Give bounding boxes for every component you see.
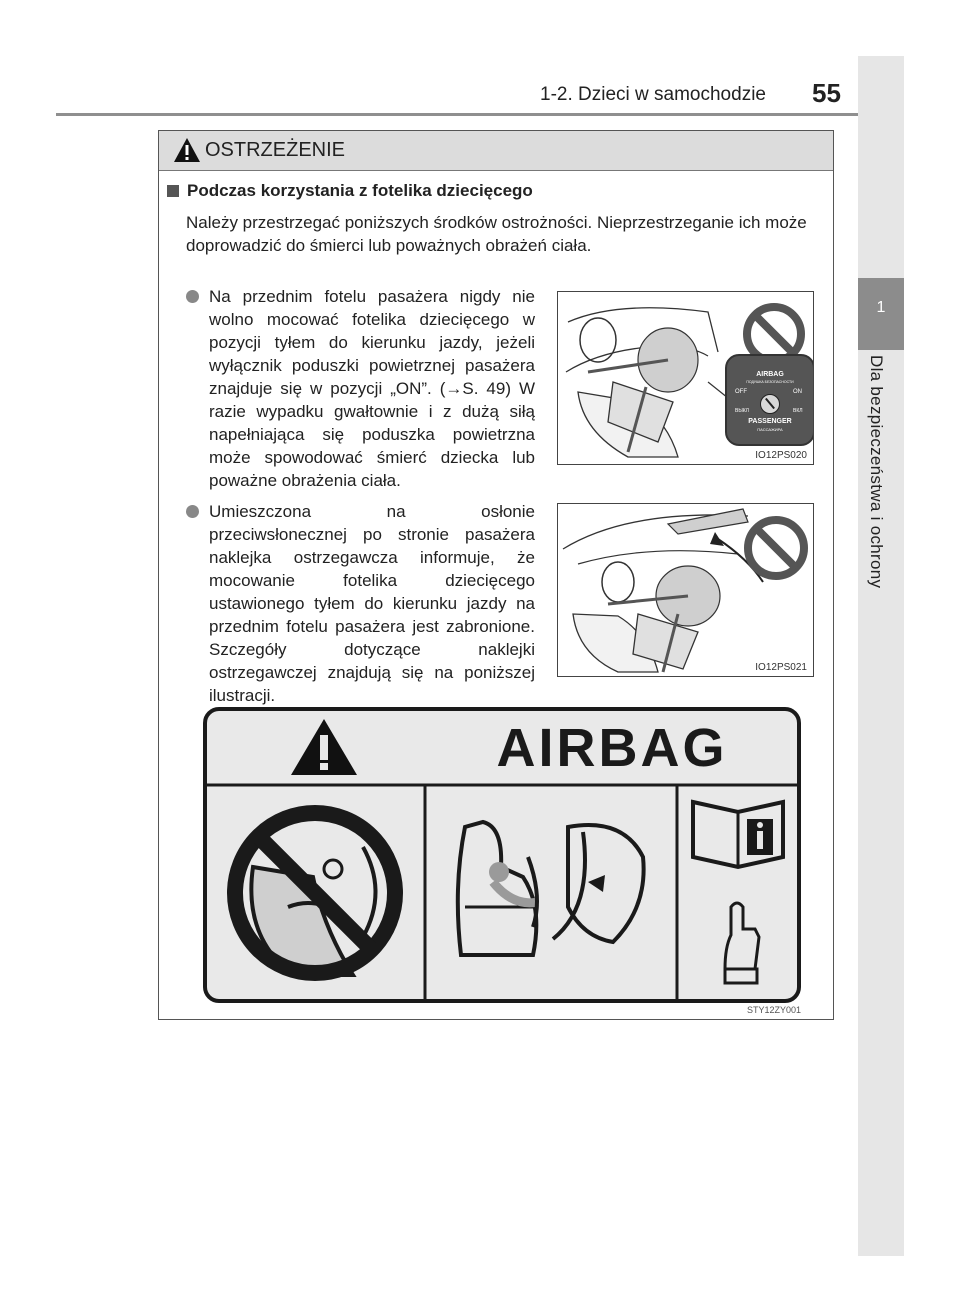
airbag-warning-label <box>203 707 801 1003</box>
section-square-icon <box>167 185 179 197</box>
warning-triangle-icon <box>173 137 201 163</box>
warning-header <box>159 131 833 171</box>
switch-key-knob <box>760 394 780 414</box>
figure-code: IO12PS021 <box>755 662 807 673</box>
car-interior-visor-illustration <box>558 504 813 676</box>
page-number: 55 <box>812 78 841 108</box>
warning-box <box>158 130 834 1020</box>
figure-code: IO12PS020 <box>755 450 807 461</box>
switch-on-ru-label: ВКЛ <box>793 408 803 414</box>
switch-passenger-label: PASSENGER <box>748 418 792 425</box>
header-rule <box>56 113 858 116</box>
figure-airbag-switch <box>557 291 814 465</box>
bullet-text-2: Umieszczona na osłonie przeciwsłonecznej po stronie pasażera naklejka ostrzegawcza informuje, że mocowanie fotelika dziecięcego ustawionego tyłem do kierunku jazdy na przednim fotelu pasażera jest zabronione. Szczegóły dotyczące naklejki ostrzegawczej znajdują się na poniższej ilustracji. <box>209 502 535 705</box>
switch-subtitle: ПОДУШКА БЕЗОПАСНОСТИ <box>746 380 794 384</box>
switch-passenger-ru-label: ПАССАЖИРА <box>757 427 783 432</box>
bullet-text-1: Na przednim fotelu pasażera nigdy nie wolno mocować fotelika dziecięcego w pozycji tyłem do kierunku jazdy, jeżeli wyłącznik poduszki powietrznej pasażera znajduje się w pozycji „ON”. (→S. 49) W razie wypadku gwałtownie i z dużą siłą napełniająca się poduszka powietrzna może spowodować śmierć dziecka lub poważne obrażenia ciała. <box>209 287 535 490</box>
intro-text: Należy przestrzegać poniższych środków ostrożności. Nieprzestrzeganie ich może doprowadzić do śmierci lub poważnych obrażeń ciała. <box>186 213 807 255</box>
switch-on-label: ON <box>793 389 802 395</box>
airbag-switch-panel <box>725 354 814 446</box>
warning-title: OSTRZEŻENIE <box>205 139 346 161</box>
section-heading: Podczas korzystania z fotelika dziecięcego <box>187 181 533 200</box>
label-code: STY12ZY001 <box>747 1005 802 1015</box>
switch-title: AIRBAG <box>756 371 784 378</box>
chapter-tab: 1 <box>858 278 904 350</box>
chapter-title: Dla bezpieczeństwa i ochrony <box>867 355 886 589</box>
label-title: AIRBAG <box>496 718 728 778</box>
bullet-icon <box>186 290 199 303</box>
side-strip <box>858 56 904 1256</box>
figure-sun-visor <box>557 503 814 677</box>
bullet-icon <box>186 505 199 518</box>
switch-off-ru-label: ВЫКЛ <box>735 408 749 414</box>
section-title: 1-2. Dzieci w samochodzie <box>540 84 766 105</box>
switch-off-label: OFF <box>735 389 747 395</box>
